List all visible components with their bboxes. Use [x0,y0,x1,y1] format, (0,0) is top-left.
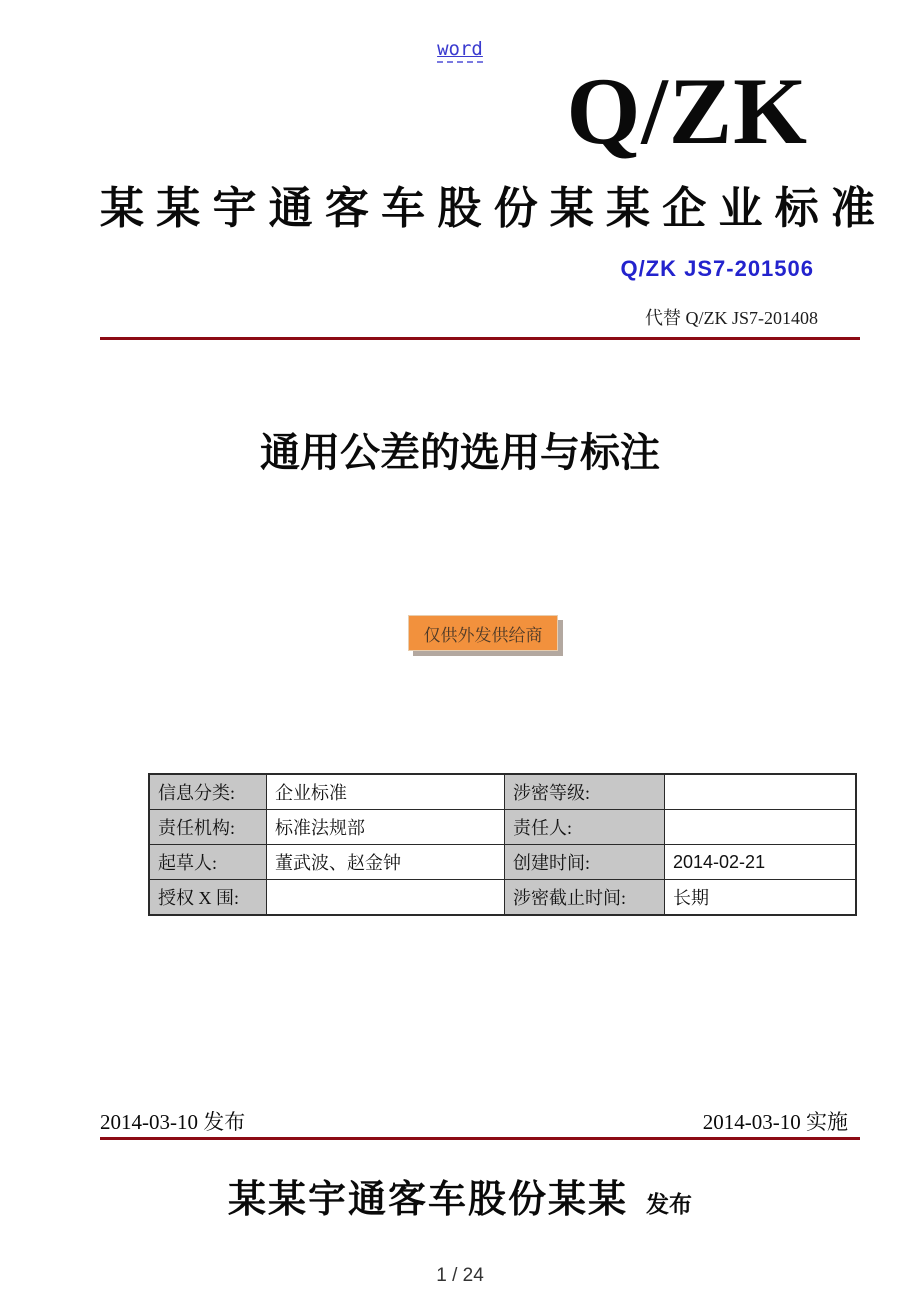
info-value-category: 企业标准 [267,774,505,810]
info-value-authorized-scope [267,880,505,916]
publisher-name: 某某宇通客车股份某某 [227,1179,628,1221]
masthead-org-standard-line: 某 某 宇 通 客 车 股 份 某 某 企 业 标 准 [100,184,875,233]
publisher-line [0,1168,920,1223]
info-value-secrecy-level [665,774,857,810]
external-supplier-stamp: 仅供外发供给商 [408,615,558,651]
supersedes-note: 代替 Q/ZK JS7-201408 [644,308,818,328]
table-row [149,810,856,845]
table-row [149,845,856,880]
table-row [149,880,856,916]
info-value-created-date: 2014-02-21 [665,845,857,880]
issue-date: 2014-03-10 发布 [100,1110,246,1134]
standard-number: Q/ZK JS7-201506 [620,256,814,281]
document-title: 通用公差的选用与标注 [260,431,660,475]
info-value-drafters: 董武波、赵金钟 [267,845,505,880]
info-label-category: 信息分类: [149,774,267,810]
info-label-drafters: 起草人: [149,845,267,880]
word-hyperlink[interactable]: word [437,38,483,63]
implementation-date: 2014-03-10 实施 [702,1110,848,1134]
page-indicator: 1 / 24 [436,1265,484,1286]
info-value-responsible-person [665,810,857,845]
table-row [149,774,856,810]
info-label-responsible-person: 责任人: [505,810,665,845]
info-label-authorized-scope: 授权 X 围: [149,880,267,916]
top-red-rule [100,337,860,340]
info-value-responsible-org: 标准法规部 [267,810,505,845]
standard-code-logo: Q/ZK [566,58,808,164]
publish-label: 发布 [646,1191,692,1217]
info-label-created-date: 创建时间: [505,845,665,880]
dates-row [100,1108,860,1136]
bottom-red-rule [100,1137,860,1140]
word-link-wrapper [0,38,920,60]
info-value-secrecy-deadline: 长期 [665,880,857,916]
document-info-table [148,773,857,916]
info-label-responsible-org: 责任机构: [149,810,267,845]
info-label-secrecy-level: 涉密等级: [505,774,665,810]
info-label-secrecy-deadline: 涉密截止时间: [505,880,665,916]
